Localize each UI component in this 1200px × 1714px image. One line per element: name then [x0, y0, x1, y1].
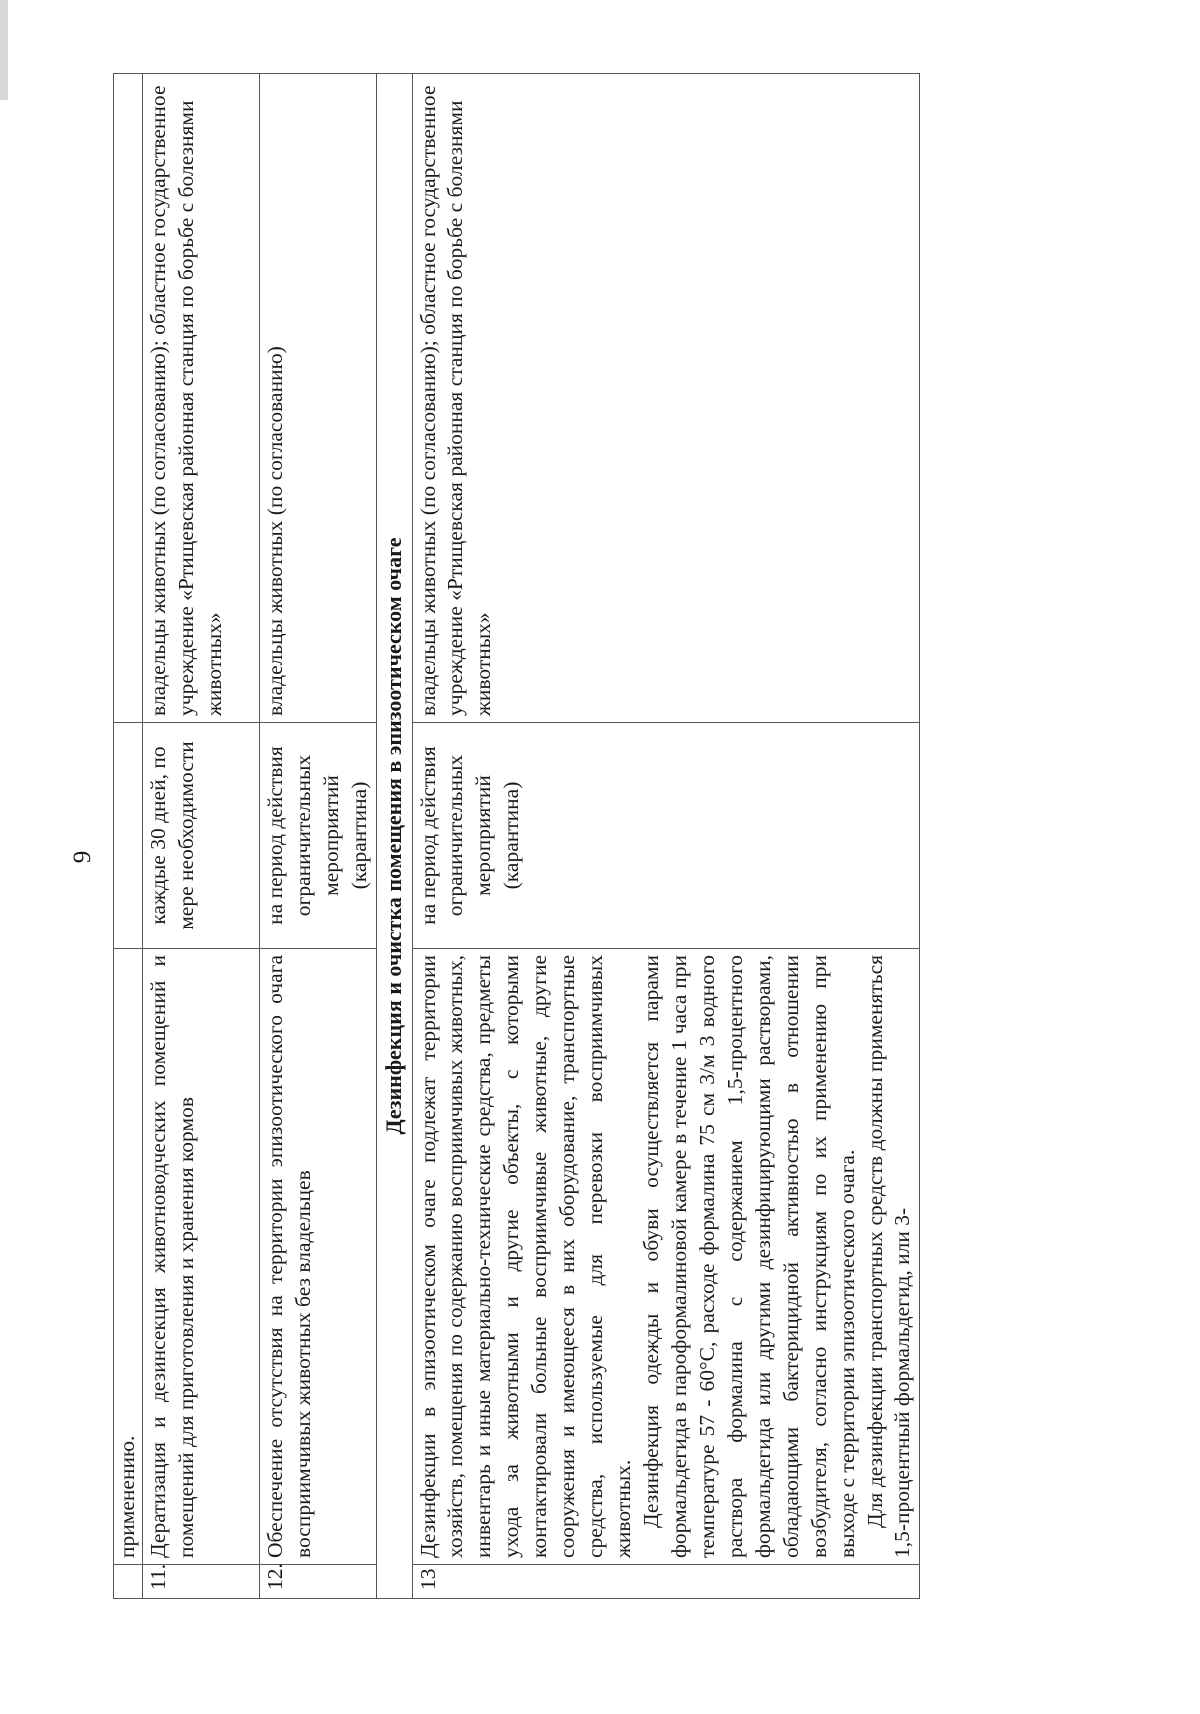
responsible-cell: владельцы животных (по согласованию); областное государственное учреждение «Ртищевская районная станция по борьбе с болезнями животных»: [412, 74, 920, 723]
responsible-cell: владельцы животных (по согласованию): [259, 74, 376, 723]
period-cell: [114, 723, 143, 949]
activity-paragraph: Для дезинфекции транспортных средств должны применяться 1,5-процентный формальдегид, или 3-: [862, 955, 915, 1558]
activity-paragraph: Дезинфекция одежды и обуви осуществляется парами формальдегида в пароформалиновой камере в течение 1 часа при температуре 57 - 60°С, расходе формалина 75 см 3/м 3 водного раствора формалина с содержанием 1,5-процентного формальдегида или другими дезинфицирующими растворами, обладающими бактерицидной активностью в отношении возбудителя, согласно инструкциям по их применению при выходе с территории эпизоотического очага.: [639, 955, 859, 1558]
page-number: 9: [69, 850, 96, 864]
row-number: 13: [412, 1565, 920, 1599]
row-number: 11.: [142, 1565, 259, 1599]
activity-paragraph: Дезинфекции в эпизоотическом очаге подлежат территории хозяйств, помещения по содержанию восприимчивых животных, инвентарь и иные материально-технические средства, предметы ухода за животными и другие объекты, с которыми контактировали больные восприимчивые животные, другие сооружения и имеющееся в них оборудование, транспортные средства, используемые для перевозки восприимчивых животных.: [415, 955, 636, 1558]
activity-cell: применению.: [114, 949, 143, 1565]
period-cell: на период действия ограничительных мероприятий (карантина): [259, 723, 376, 949]
activity-cell: Обеспечение отсутствия на территории эпизоотического очага восприимчивых животных без владельцев: [259, 949, 376, 1565]
activity-cell: Дератизация и дезинсекция животноводческих помещений и помещений для приготовления и хранения кормов: [142, 949, 259, 1565]
row-number: [114, 1565, 143, 1599]
table-row: [114, 74, 143, 1599]
table-row: [259, 74, 376, 1599]
period-cell: на период действия ограничительных мероприятий (карантина): [412, 723, 920, 949]
responsible-cell: владельцы животных (по согласованию); областное государственное учреждение «Ртищевская районная станция по борьбе с болезнями животных»: [142, 74, 259, 723]
period-cell: каждые 30 дней, по мере необходимости: [142, 723, 259, 949]
table-row: [142, 74, 259, 1599]
row-number: 12.: [259, 1565, 376, 1599]
measures-table: [113, 73, 920, 1599]
section-header-row: [376, 74, 412, 1599]
activity-cell: [412, 949, 920, 1565]
table-row: [412, 74, 920, 1599]
section-title: Дезинфекция и очистка помещения в эпизоотическом очаге: [376, 74, 412, 1599]
responsible-cell: [114, 74, 143, 723]
